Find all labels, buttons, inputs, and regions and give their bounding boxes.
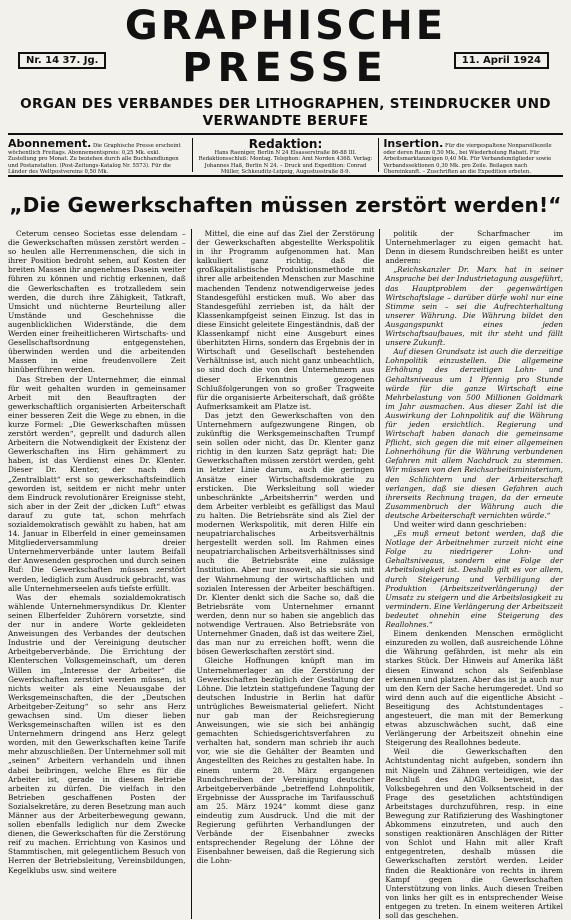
paragraph: Ceterum censeo Societas esse delendam – die Gewerkschaften müssen zerstört werden – so heulen alle Herrenmenschen, die sich in ihrer Position bedroht sehen, auf Kosten der breiten Massen ihr angenehmes Dasein weiter führen zu können und richtig erkennen, daß die Gewerkschaften es trotzalledem sein werden, die durch ihre Zähigkeit, Tatkraft, Umsicht und nüchterne Beurteilung aller Umstände und Geschehnisse die augenblicklichen Widerstände, die dem Werden einer freiheitlicheren Wirtschafts- und Gesellschaftsordnung entgegenstehen, überwinden werden und die arbeitenden Massen in eine freudenvollere Zeit hinüberführen werden. [8, 229, 186, 375]
masthead-title-line1: GRAPHISCHE [124, 3, 447, 49]
redaktion-text: Hans Raeniger, Berlin N 24 Elsasserstraße 86-88 III. Redaktionsschluß: Montag. Telephon: Amt Norden 4368. Verlag: Johannes Haß, Berlin N 24. – Druck und Expedition: Conrad Müller, Schkeuditz-Leipzig, Augustusstraße 8-9. [198, 150, 373, 176]
article-columns [8, 229, 563, 919]
paragraph: Weil die Gewerkschaften den Achtstundentag nicht aufgeben, sondern ihn mit Nägeln und Zähnen verteidigen, wie der Beschluß des ADGB. beweist, das Volksbegehren und den Volksentscheid in der Frage des gesetzlichen achtstündigen Arbeitstages durchzuführen, resp. in eine Bewegung zur Ratifizierung des Washingtoner Abkommens einzutreten, und auch den sonstigen reaktionären Anschlägen der Ritter von Schlot und Hahn mit aller Kraft entgegentreten, deshalb müssen die Gewerkschaften zerstört werden. Leider finden die Reaktionäre von rechts in ihrem Kampf gegen die Gewerkschaften Unterstützung von links. Auch diesen Treiben von links her gilt es in entsprechender Weise entgegen zu treten. In einem weiteren Artikel soll das geschehen. [385, 747, 564, 920]
insertion-heading: Insertion. [383, 137, 444, 150]
paragraph: Das Streben der Unternehmer, die einmal für weit gehalten wurden in gemeinsamer Arbeit mit den Beauftragten der gewerkschaftlich organisierten Arbeiterschaft einer besseren Zeit die Wege zu ebnen, in die kurze Formel: „Die Gewerkschaften müssen zerstört werden“, geprellt und dadurch allen Arbeitern die Notwendigkeit der Existenz der Gewerkschaften ins Hirn gehämmert zu haben, ist das Verdienst eines Dr. Klenter. Dieser Dr. Klenter, der nach dem „Zentralblatt“ erst so gewerkschaftsfeindlich geworden ist, seitdem er nicht mehr unter dem Eindruck revolutionärer Ereignisse steht, sich aber in der Zeit der „dicken Luft“ etwas darauf zu gute tat, schon mehrfach sozialdemokratisch gewählt zu haben, hat am 14. Januar in Elberfeld in einer gemeinsamen Mitgliederversammlung dreier Unternehmerverbände unter lautem Beifall der Anwesenden gesprochen und durch seinen Ruf: Die Gewerkschaften müssen zerstört werden, lediglich zum Ausdruck gebracht, was alle Unternehmerseelen aufs tiefste erfüllt. [8, 374, 186, 593]
article-column-1 [8, 229, 186, 919]
redaktion-box [192, 137, 380, 176]
quote-paragraph: „Es muß erneut betont werden, daß die Notlage der Arbeitnehmer zurzeit nicht eine Folge zu niedrigerer Lohn- und Gehaltsniveaus, sondern eine Folge der Arbeitslosigkeit ist. Deshalb gilt es vor allem, durch Steigerung und Verbilligung der Produktion (Arbeitszeitverlängerung) der Umsatz zu steigern und die Arbeitslosigkeit zu vermindern. Eine Verlängerung der Arbeitszeit bedeutet ohnehin eine Steigerung des Reallohnes.“ [385, 529, 564, 630]
paragraph: Gleiche Hoffnungen knüpft man im Unternehmerlager an die Zerstörung der Gewerkschaften bezüglich der Gestaltung der Löhne. Die letztein stattgefundene Tagung der deutschen Industrie in Berlin hat dafür untrügliches Beweismaterial geliefert. Nicht nur gab man der Reichsregierung Anweisungen, wie sie sich bei anhängig gemachten Schiedsgerichtsverfahren zu verhalten hat, sondern man schrieb ihr auch vor, wie sie die Gehälter der Beamten und Angestellten des Reiches zu gestalten habe. In einem unterm 28. März ergangenen Rundschreiben der Vereinigung deutscher Arbeitgeberverbände „betreffend Lohnpolitik, Ergebnisse der Aussprache im Tarifausschuß am 25. März 1924“ kommt diese ganz eindeutig zum Ausdruck. Und die mit der Regierung geführten Verhandlungen der Verbände der Eisenbahner zwecks entsprechender Regelung der Löhne der Eisenbahner beweisen, daß die Regierung sich die Lohn- [196, 656, 375, 866]
column-divider [191, 229, 192, 919]
column-divider [379, 229, 380, 919]
quote-paragraph: „Reichskanzler Dr. Marx hat in seiner Ansprache bei der Industrietagung ausgeführt, das Hauptproblem der gegenwärtigen Wirtschaftslage – darüber dürfe wohl nur eine Stimme sein – sei die Aufrechterhaltung unserer Währung. Die Währung bildet den Ausgangspunkt eines jeden Wirtschaftsaufbaues, mit ihr steht und fällt unsere Zukunft. [385, 265, 564, 348]
insertion-text: Für die viergespaltene Nonpareillezeile oder deren Raum 0,50 Mk., bei Wiederholung Rabatt. Für Arbeitsmarktanzeigen 0,40 Mk. Für Verbandsmitglieder sowie Verbandssektionen 0,30 Mk. pro Zeile. Beilagen nach Übereinkunft. – Zuschriften an die Expedition erbeten. [383, 143, 552, 176]
paragraph: Und weiter wird dann geschrieben: [393, 520, 527, 529]
paragraph: Einem denkenden Menschen ermöglicht einzureden zu wollen, daß ausreichende Löhne die Währung gefährden, ist mehr als ein starkes Stück. Der Hinweis auf Amerika läßt diesen Einwand schon als Seifenblase erkennen und platzen. Aber das ist ja auch nur um den Kern der Sache herumgeredet. Und so wird denn auch auf die eigentliche Absicht – Beseitigung des Achtstundentages – angesteuert, die man mit der Bemerkung etwas abzuschwächen sucht, daß eine Verlängerung der Arbeitszeit ohnehin eine Steigerung des Reallohnes bedeute. [385, 629, 564, 748]
issue-date-box: 11. April 1924 [454, 52, 549, 69]
abonnement-box [8, 137, 188, 176]
article-headline: „Die Gewerkschaften müssen zerstört werden!“ [9, 193, 562, 217]
redaktion-heading: Redaktion: [248, 137, 323, 151]
abonnement-text: Die Graphische Presse erscheint wöchentlich Freitags. Abonnementspreis: 0,25 Mk. exkl. Zustellung pro Monat. Zu beziehen durch alle Buchhandlungen und Postanstalten. (Post-Zeitungs-Katalog Nr. 5573). Für die Länder des Weltpostvereins 0,50 Mk. [8, 143, 181, 176]
top-rule [8, 133, 563, 135]
masthead [8, 3, 563, 91]
paragraph: Was der ehemals sozialdemokratisch wählende Unternehmersyndikus Dr. Klenter seinen Elberfelder Zuhörern vorsetzte, sind der nur in andere Worte gekleideten Anweisungen des Verbandes der deutschen Industrie und der Vereinigung deutscher Arbeitgeberverbände. Die Errichtung der Klenterschen Volksgemeinschaft, um deren Willen im „Interesse der Arbeiter“ die Gewerkschaften zerstört werden müssen, ist nichts weiter als eine Neuausgabe der Werksgemeinschaften, die der „Deutschen Arbeitgeber-Zeitung“ so sehr ans Herz gewachsen sind. Um dieser lieben Werksgemeinschaften willen ist es den Unternehmern dringend ans Herz gelegt worden, mit den Gewerkschaften keine Tarife mehr abzuschließen. Der Unternehmer soll mit „seinen“ Arbeitern verhandeln und ihnen dabei beibringen, welche Ehre es für die Arbeiter ist, gerade in diesem Betriebe arbeiten zu dürfen. Die vielfach in den Betrieben geschaffenen Posten der Sozialsekretäre, zu deren Besetzung man auch Männer aus der Arbeiterbewegung gewann, sollen ebenfalls lediglich nur dem Zwecke dienen, die Gewerkschaften für die Zerstörung reif zu machen. Errichtung von Kasinos und Stammtischen, mit gelegentlichem Besuch von Herren der Betriebsleitung, Vereinsbildungen, Kegelklubs usw. sind weitere [8, 592, 186, 875]
article-column-3 [385, 229, 563, 919]
paragraph: politik der Scharfmacher im Unternehmerlager zu eigen gemacht hat. Denn in diesem Rundschreiben heißt es unter anderem: [385, 229, 564, 266]
organ-line: ORGAN DES VERBANDES DER LITHOGRAPHEN, STEINDRUCKER UND VERWANDTE BERUFE [20, 96, 551, 129]
issue-number-box: Nr. 14 37. Jg. [18, 52, 106, 69]
insertion-box [383, 137, 563, 176]
abonnement-heading: Abonnement. [8, 137, 92, 150]
quote-paragraph: Auf diesen Grundsatz ist auch die derzeitige Lohnpolitik einzustellen. Die allgemeine Erhöhung des derzeitigen Lohn- und Gehaltsniveaus um 1 Pfennig pro Stunde würde für die ganze Wirtschaft eine Mehrbelastung von 500 Millionen Goldmark im Jahr ausmachen. Aus dieser Zahl ist die Auswirkung der Lohnpolitik auf die Währung für jeden ersichtlich. Regierung und Wirtschaft haben danach die gemeinsame Pflicht, sich gegen die mit einer allgemeinen Lohnerhöhung für die Währung verbundenen Gefahren mit allem Nachdruck zu stemmen. Wir müssen von den Reichsarbeitsministerium, den Schlichtern und der Arbeiterschaft verlangen, daß sie diesen Gefahren auch ihrerseits Rechnung tragen, da der erneute Zusammenbruch der Währung auch die deutsche Arbeiterschaft vernichten würde.“ [385, 347, 564, 520]
masthead-title-line2: PRESSE [182, 45, 389, 91]
paragraph: Das jetzt den Gewerkschaften von den Unternehmern aufgezwungene Ringen, ob zukünftig die Werksgemeinschaften Trumpf sein sollen oder nicht, das Dr. Klenter ganz richtig in den kurzen Satz geprägt hat: Die Gewerkschaften müssen zerstört werden, geht in letzter Linie darum, auch die geringen Ansätze einer Wirtschaftsdemokratie zu ersticken. Die Werksleitung soll wieder unbeschränkte „Arbeitsherrin“ werden und dem Arbeiter verbleibt es gefälligst das Maul zu halten. Die Betriebsräte sind als Ziel der modernen Werkspolitik, mit deren Hilfe ein neupatriarchalisches Arbeitsverhältnis hergestellt werden soll. Im Rahmen eines neupatriarchalischen Arbeitsverhältnisses sind auch die Betriebsräte eine zulässige Institution. Aber nur insoweit, als sie sich mit der Wahrnehmung der wirtschaftlichen und sozialen Interessen der Arbeiter beschäftigen. Dr. Klenter denkt sich die Sache so, daß die Betriebsräte vom Unternehmer ernannt werden, denn nur so haben sie angeblich das notwendige Vertrauen. Also Betriebsräte von Unternehmer Gnaden, daß ist das weitere Ziel, das man nur zu erreichen hofft, wenn die bösen Gewerkschaften zerstört sind. [196, 410, 375, 657]
info-bar [8, 137, 563, 176]
paragraph: Mittel, die eine auf das Ziel der Zerstörung der Gewerkschaften abgestellte Werkspolitik in ihr Programm aufgenommen hat. Man kalkuliert ganz richtig, daß die großkapitalistische Produktionsmethode mit ihrer alle arbeitenden Menschen zur Maschine machenden Tendenz notwendigerweise jedes Standesgefühl ersticken muß. Wo aber das Standesgefühl zerrieben ist, da hält der Klassenkampfgeist seinen Einzug. Ist das in diese Einsicht geleitete Eingeständnis, daß der Klassenkampf nicht eine Ausgeburt eines überhitzten Hirns, sondern das Ergebnis der in Wirtschaft und Gesellschaft bestehenden Verhältnisse ist, auch nicht ganz unbeachtlich, so sind doch die von den Unternehmern aus dieser Erkenntnis gezogenen Schlußfolgerungen von so großer Tragweite für die organisierte Arbeiterschaft, daß größte Aufmerksamkeit am Platze ist. [196, 229, 375, 411]
article-column-2 [197, 229, 375, 919]
